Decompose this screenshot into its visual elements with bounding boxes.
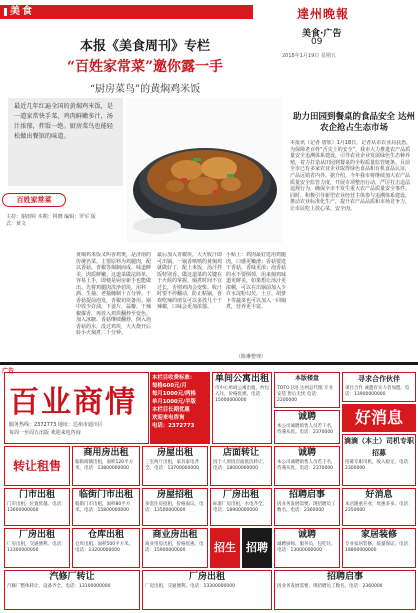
price-line: 本栏目长期优惠	[152, 407, 190, 413]
classified-ad-title: 转让租售	[12, 459, 61, 473]
classified-ad-title: 厂房出租	[222, 490, 259, 500]
dish-photo	[127, 98, 282, 243]
classified-ad-title: 房屋招租	[156, 490, 193, 500]
classified-ad-body: 本公司诚聘销售人员若干名，待遇从优。电话：2370000	[277, 460, 336, 471]
section-divider	[0, 362, 418, 365]
classified-ad-body: 因业务发展需要，现招聘员工数名。电话：2360000	[277, 502, 336, 513]
classified-ad	[274, 570, 416, 610]
classified-ad-title: 寻求合作伙伴	[358, 375, 400, 383]
classified-ad-body: 因业务发展需要，现招聘员工数名。电话：2360000	[277, 584, 383, 589]
article-subheadline: “百姓家常菜”邀你露一手	[66, 59, 224, 75]
classified-ad	[210, 488, 272, 526]
article-byline: （陈琳整理）	[236, 354, 267, 360]
intro-box	[8, 98, 123, 186]
classified-ad-body: 三室两厅出租，家具家电齐全。电话：13700000000	[145, 460, 199, 471]
classified-ad	[212, 372, 272, 444]
classified-ad-title: 招聘启事	[326, 572, 363, 582]
ad-main-line-1: 服务热线：2372773 地址：达州市通川区	[9, 422, 103, 428]
classified-ad-title: 诚聘	[297, 530, 316, 540]
classified-ad-body: 因个人原因店面低价转让。电话：18000000000	[213, 460, 267, 471]
side-article-body: 本报讯（记者 唐欣）1月18日，记者从市农业局获悉，为保障老百姓“舌尖上的安全”，我市大力推进农产品质量安全追溯体系建设，引导农业企业发展绿色生态种养殖，着力打造从田园到餐桌的全程质量监管链条。目前全市已有多家农业企业取得绿色食品和有机食品认证，产品远销省内外。据介绍，今年我市将继续加大农产品质量安全监管力度，开展专项整治行动，严厉打击违法违规行为，确保全市不发生重大农产品质量安全事件。同时，积极引导新型农业经营主体参与追溯体系建设，推动农业标准化生产，提升农产品品质和市场竞争力，让市民吃上放心菜、安全肉。	[290, 140, 412, 212]
price-line: 每月1000元/两格	[152, 391, 196, 397]
section-label: 美食	[10, 6, 34, 17]
ad-main-banner	[4, 372, 149, 444]
classified-ad	[210, 446, 272, 486]
article-column-3: 小贴士：鸡肉最好选用鸡腿肉，口感更嫩滑；香菇要选干香菇，香味更浓；泡香菇的水不要倒掉，用来焖鸡味道更鲜美。如果想让汤汁更浓稠，可以在出锅前加入少许水淀粉勾芡。土豆、胡萝卜等蔬菜也可以加入一同焖煮，营养更丰富。	[226, 252, 286, 310]
classified-ad-body: 本店隆重开业，优惠多多。电话：2350000	[345, 502, 413, 513]
classified-ad	[342, 434, 416, 486]
classified-ad	[274, 488, 340, 526]
classified-ad	[142, 528, 208, 568]
classified-ad-body: 临街商铺出租，面积120平方米。电话：13800000000	[75, 460, 134, 471]
date-line: 2018年1月19日 星期五	[282, 53, 336, 59]
classified-ad-title: 商业房出租	[152, 530, 198, 540]
classified-ad	[4, 446, 70, 486]
classified-ad-title: 家居装修	[360, 530, 397, 540]
ad-price-box	[150, 372, 210, 444]
classified-ad	[274, 446, 340, 486]
classified-ad	[142, 488, 208, 526]
classified-ad-body: 商业用房出租，价格优惠。电话：15900000000	[145, 542, 204, 553]
article-column-2: 最后加入青椒块，大火收汁即可出锅。一锅香喷喷的黄焖鸡就做好了，配上米饭，汤汁拌饭特别香。做这道菜的关键在于火候的掌握，焖煮时间不宜过长，否则鸡肉会变柴。收汁时要不停翻动，防止粘锅。喜欢吃辣的朋友可以多放几个干辣椒，口味会更加浓郁。	[157, 252, 222, 310]
classified-ad-title: 诚聘	[297, 412, 316, 422]
classified-ad-title: 店面转让	[222, 448, 259, 458]
classified-ad	[72, 488, 140, 526]
classified-ad-title: 招聘启事	[288, 490, 325, 500]
article-deck: “厨房菜鸟”的黄焖鸡米饭	[89, 84, 201, 95]
article-column-1: 黄焖鸡米饭又叫香鸡煲，是济南的传统名菜。主要原料为鸡腿肉，配以香菇、青椒等焖制而成，味道鲜美，肉质鲜嫩。这道菜做法简单，容易上手，即便是厨房新手也能做出。先将鸡腿肉洗净切块，用料酒、生抽、老抽腌制十五分钟。干香菇提前泡发，青椒切块备用。锅中放少许油，下姜片、蒜瓣、干辣椒爆香，再放入鸡块翻炒至变色。加入冰糖、香菇继续翻炒，倒入泡香菇的水，没过鸡块，大火烧开后转小火焖煮二十分钟。	[76, 252, 151, 336]
classified-ad-body: 诚聘厨师、服务员，包吃住。电话：13000000000	[277, 542, 336, 553]
classified-ad	[4, 528, 70, 568]
classified-ad	[342, 528, 416, 568]
article-credits: 主持：谢雨婷 本期：林晓 编辑：罗军 版式：黄文	[6, 214, 96, 227]
section-bar	[0, 5, 253, 19]
classified-ad-body: 多套住房招租，价格面议。电话：13500000000	[145, 502, 204, 513]
price-line: 欢迎来电咨询	[152, 415, 185, 421]
classified-ad-body: 本公司诚聘销售人员若干名，待遇从优。电话：2370000	[277, 424, 336, 435]
classified-ad-title: 诚聘	[297, 448, 316, 458]
edition-label: 美食·广告	[302, 29, 342, 39]
classified-ad	[274, 372, 340, 408]
ad-main-line-2: 每周一至周五出版 欢迎来电咨询	[9, 430, 81, 436]
classified-ad	[274, 528, 340, 568]
classified-ad	[4, 488, 70, 526]
classified-ad-title: 房屋出租	[156, 448, 193, 458]
classified-ad	[72, 446, 140, 486]
classified-ad-title: 门市出租	[18, 490, 55, 500]
classified-ad-title: 厂房出租	[188, 572, 225, 582]
classified-ad-body: 临街门市出租，面积80平方米。电话：15800000000	[75, 502, 131, 513]
enrollment-banner: 招生	[210, 528, 240, 568]
classified-ad-body: 市中心单间公寓出租，拎包入住，价格优惠。电话：15000000000	[215, 386, 269, 403]
side-article-headline: 助力田园到餐桌的食品安全 达州农企抢占生态市场	[293, 112, 415, 133]
classified-ad-body: 招募专职司机，收入稳定。电话：2300000	[345, 460, 413, 471]
classified-ad-title: 商用房出租	[83, 448, 129, 458]
classified-ad	[4, 570, 140, 610]
classified-ad-title: 单间公寓出租	[214, 374, 269, 384]
masthead-logo: 達州晚報	[297, 7, 350, 21]
classified-ad-body: 厂房出租，交通便利。电话：13300000000	[145, 584, 235, 589]
article-headline: 本报《美食周刊》专栏	[79, 39, 210, 54]
classified-ad-body: 仓库出租，面积500平方米。电话：13200000000	[75, 542, 134, 553]
page-number: 09	[311, 37, 323, 47]
classified-ad-title: 好消息	[365, 490, 393, 500]
classified-ad	[72, 528, 140, 568]
hiring-banner: 招聘	[242, 528, 272, 568]
price-line: 单月1000元/半版	[152, 399, 196, 405]
classified-ad-body: TOTO卫浴 达州总代理 专业安装 售后无忧 电话：2200000	[277, 386, 333, 403]
classified-ad-title: 厂房出租	[18, 530, 55, 540]
classified-ad	[274, 410, 340, 444]
classified-ad-title: 仓库出租	[87, 530, 124, 540]
ad-main-title: 百业商情	[9, 385, 137, 420]
classified-ad-title: 本版楼盘	[294, 375, 319, 382]
classified-ad	[142, 446, 208, 486]
classified-ad-title: 汽修厂转让	[49, 572, 95, 582]
intro-text: 最近几年红遍全国的黄焖鸡米饭，是一道家常快手菜，鸡肉鲜嫩多汁，汤汁浓郁，拌饭一绝。厨房菜鸟也能轻松做出餐馆的味道。	[14, 103, 113, 140]
column-badge: 百姓家常菜	[2, 193, 66, 207]
price-line: 每格600元/月	[152, 383, 187, 389]
classified-ad-title: 临街门市出租	[78, 490, 133, 500]
section-marker	[4, 8, 7, 16]
price-line: 电话：2372773	[152, 423, 195, 429]
classified-ad-body: 标准厂房出租，水电齐全。电话：18900000000	[213, 502, 267, 513]
good-news-banner: 好消息	[342, 404, 416, 432]
classified-ad-body: 汽修厂整体转让，设备齐全。电话：13100000000	[7, 584, 111, 589]
classified-ad	[342, 488, 416, 526]
price-line: 本栏目收费标准：	[152, 375, 196, 381]
classified-ad-body: 门市出租，位置优越。电话：13600000000	[7, 502, 66, 513]
dish-photo-image	[127, 98, 282, 243]
classified-ad	[142, 570, 272, 610]
classified-ad-body: 厂房出租，交通便利。电话：13300000000	[7, 542, 66, 553]
page-header	[0, 0, 418, 22]
classified-ad-body: 项目合作 诚邀有实力者加盟。电话：13900000000	[345, 386, 410, 397]
classified-ad-title: 滴滴（本土）司机专职招募	[344, 437, 414, 457]
classified-ad	[342, 372, 416, 402]
classified-ad-body: 专业家居装修，质量保证。电话：18800000000	[345, 542, 413, 553]
ads-section-tag: 广告	[2, 368, 15, 375]
